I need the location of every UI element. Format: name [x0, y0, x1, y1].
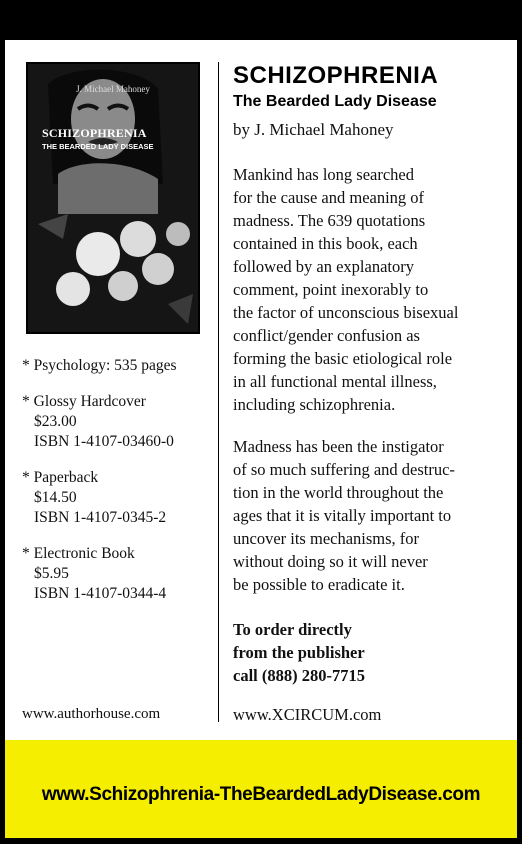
hardcover-label: * Glossy Hardcover: [22, 393, 146, 410]
authorhouse-link[interactable]: www.authorhouse.com: [22, 706, 161, 722]
book-subtitle: The Bearded Lady Disease: [233, 93, 437, 110]
xcircum-link[interactable]: www.XCIRCUM.com: [233, 705, 382, 724]
order-phone: call (888) 280-7715: [233, 666, 365, 685]
ebook-price: $5.95: [34, 565, 69, 582]
paperback-isbn: ISBN 1-4107-0345-2: [34, 509, 167, 526]
order-line: from the publisher: [233, 643, 365, 662]
order-info: [233, 618, 365, 687]
website-banner: [5, 740, 517, 838]
text-line: Madness has been the instigator: [233, 437, 444, 456]
text-line: of so much suffering and destruc-: [233, 460, 455, 479]
hardcover-price: $23.00: [34, 413, 77, 430]
column-divider: [218, 62, 219, 722]
category-line: * Psychology: 535 pages: [22, 357, 177, 374]
text-line: tion in the world throughout the: [233, 483, 444, 502]
cover-title: SCHIZOPHRENIA: [42, 126, 147, 140]
ebook-label: * Electronic Book: [22, 545, 135, 562]
hardcover-isbn: ISBN 1-4107-03460-0: [34, 433, 174, 450]
text-line: the factor of unconscious bisexual: [233, 303, 459, 322]
paperback-format: [22, 468, 212, 528]
text-line: comment, point inexorably to: [233, 280, 429, 299]
text-line: followed by an explanatory: [233, 257, 414, 276]
paperback-price: $14.50: [34, 489, 77, 506]
description-paragraph-1: [233, 163, 508, 416]
book-cover-image: [26, 62, 200, 334]
text-line: be possible to eradicate it.: [233, 575, 405, 594]
paperback-label: * Paperback: [22, 469, 99, 486]
text-line: contained in this book, each: [233, 234, 418, 253]
book-title: SCHIZOPHRENIA: [233, 62, 439, 89]
ebook-isbn: ISBN 1-4107-0344-4: [34, 585, 167, 602]
book-byline: by J. Michael Mahoney: [233, 120, 394, 139]
ebook-format: [22, 544, 212, 604]
hardcover-format: [22, 392, 212, 452]
text-line: conflict/gender confusion as: [233, 326, 420, 345]
cover-subtitle: THE BEARDED LADY DISEASE: [42, 142, 154, 151]
text-line: uncover its mechanisms, for: [233, 529, 420, 548]
text-line: for the cause and meaning of: [233, 188, 425, 207]
text-line: forming the basic etiological role: [233, 349, 453, 368]
cover-artwork: [28, 64, 198, 332]
order-line: To order directly: [233, 620, 352, 639]
text-line: madness. The 639 quotations: [233, 211, 426, 230]
format-list: [22, 356, 212, 620]
cover-author: J. Michael Mahoney: [76, 84, 150, 94]
text-line: Mankind has long searched: [233, 165, 414, 184]
text-line: in all functional mental illness,: [233, 372, 437, 391]
text-line: ages that it is vitally important to: [233, 506, 452, 525]
text-line: without doing so it will never: [233, 552, 428, 571]
banner-website-link[interactable]: www.Schizophrenia-TheBeardedLadyDisease.com: [41, 784, 481, 805]
description-paragraph-2: [233, 435, 513, 596]
text-line: including schizophrenia.: [233, 395, 396, 414]
